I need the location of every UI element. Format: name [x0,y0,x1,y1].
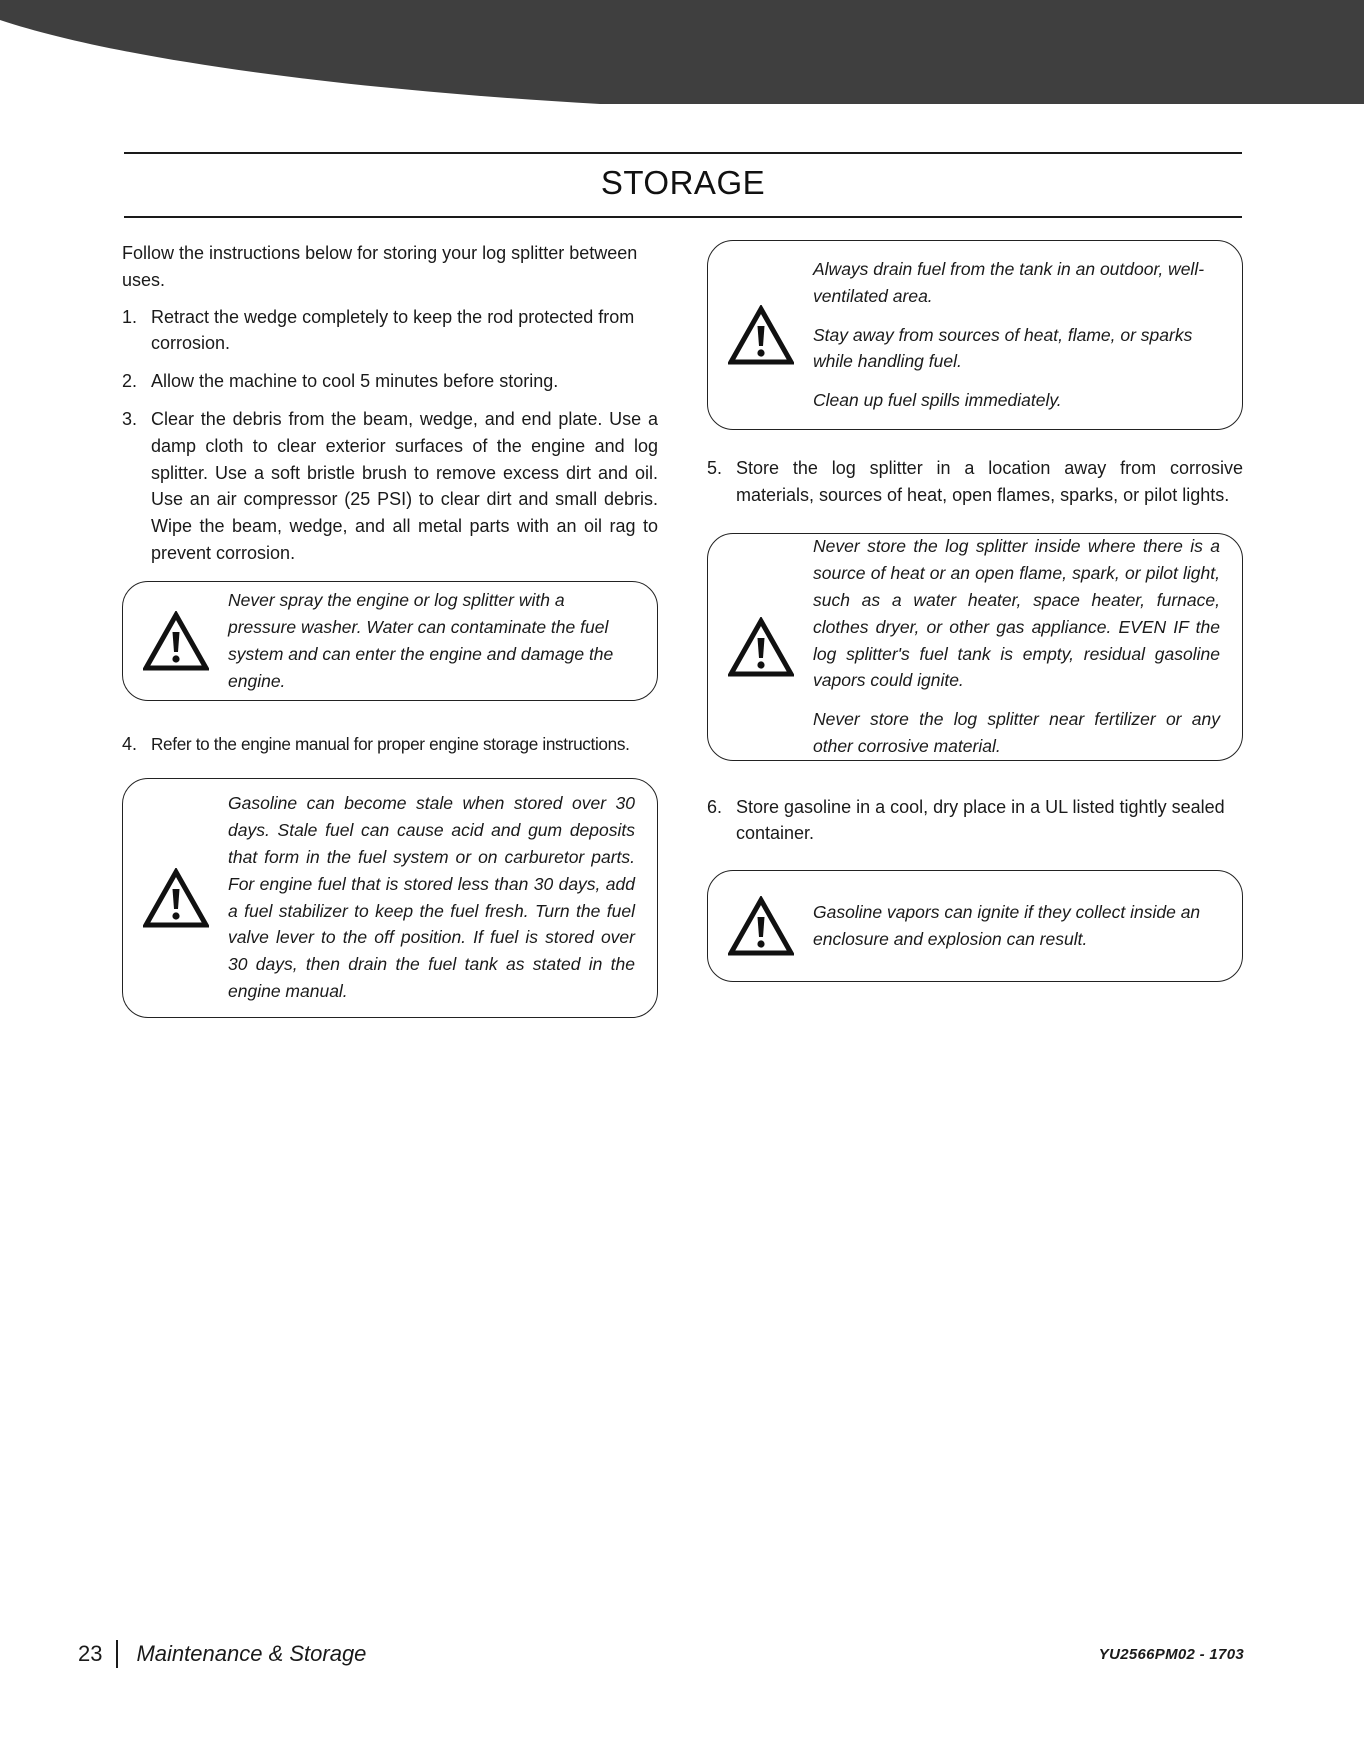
title-bottom-rule [124,216,1242,218]
list-number: 1. [122,306,138,327]
warning-box-pressure-washer [122,581,658,701]
warning-triangle-icon [708,305,813,365]
warning-text: Stay away from sources of heat, flame, or sparks while handling fuel. [813,324,1193,372]
warning-box-gasoline-vapors [707,870,1243,982]
document-code: YU2566PM02 - 1703 [1098,1645,1244,1663]
list-text: Allow the machine to cool 5 minutes before storing. [151,371,559,392]
list-item-6 [707,794,1243,848]
intro-text: Follow the instructions below for storing your log splitter between uses. [122,243,638,290]
list-number: 3. [122,408,138,429]
list-number: 2. [122,371,138,392]
list-text: Store gasoline in a cool, dry place in a UL listed tightly sealed container. [736,796,1225,844]
list-text: Retract the wedge completely to keep the rod protected from corrosion. [151,306,635,354]
warning-box-stale-gasoline [122,778,658,1018]
warning-text: Never store the log splitter inside where there is a source of heat or an open flame, spark, or pilot light, such as a water heater, space heater, furnace, clothes dryer, or other gas appliance. EVEN IF the log splitter's fuel tank is empty, residual gasoline vapors could ignite. [813,536,1220,691]
page-footer [78,1637,1244,1671]
warning-text: Gasoline vapors can ignite if they collect inside an enclosure and explosion can result. [813,902,1201,950]
list-number: 6. [707,796,723,817]
list-item-2 [122,368,658,395]
warning-triangle-icon [708,617,813,677]
warning-text: Gasoline can become stale when stored over 30 days. Stale fuel can cause acid and gum deposits that form in the fuel system or on carburetor parts. For engine fuel that is stored less than 30 days, add a fuel stabilizer to keep the fuel fresh. Turn the fuel valve lever to the off position. If fuel is stored over 30 days, then drain the fuel tank as stated in the engine manual. [228,793,635,1001]
warning-text: Never spray the engine or log splitter with a pressure washer. Water can contaminate the fuel system and can enter the engine and damage the engine. [228,590,614,691]
list-item-4 [122,731,658,758]
list-text: Clear the debris from the beam, wedge, and end plate. Use a damp cloth to clear exterior surfaces of the engine and log splitter. Use a soft bristle brush to remove excess dirt and oil. Use an air compressor (25 PSI) to clear dirt and small debris. Wipe the beam, wedge, and all metal parts with an oil rag to prevent corrosion. [151,408,658,563]
left-column [122,240,658,1018]
list-text: Refer to the engine manual for proper engine storage instructions. [151,733,630,754]
right-column [707,240,1243,982]
warning-text: Clean up fuel spills immediately. [813,390,1062,411]
list-item-5 [707,455,1243,509]
list-text: Store the log splitter in a location away from corrosive materials, sources of heat, open flames, sparks, or pilot lights. [736,458,1243,505]
warning-triangle-icon [123,611,228,671]
warning-box-indoor-storage [707,533,1243,761]
warning-triangle-icon [123,868,228,928]
list-number: 5. [707,458,723,478]
footer-separator [116,1640,118,1668]
title-top-rule [124,152,1242,154]
warning-text: Always drain fuel from the tank in an outdoor, well-ventilated area. [813,259,1205,306]
page-title: STORAGE [600,164,766,201]
warning-box-drain-fuel [707,240,1243,430]
warning-triangle-icon [708,896,813,956]
warning-text: Never store the log splitter near fertilizer or any other corrosive material. [813,709,1220,756]
list-item-1 [122,304,658,358]
page-number: 23 [78,1641,103,1666]
list-item-3 [122,406,658,567]
section-name: Maintenance & Storage [136,1641,367,1666]
header-band [0,0,1364,104]
list-number: 4. [122,733,138,754]
